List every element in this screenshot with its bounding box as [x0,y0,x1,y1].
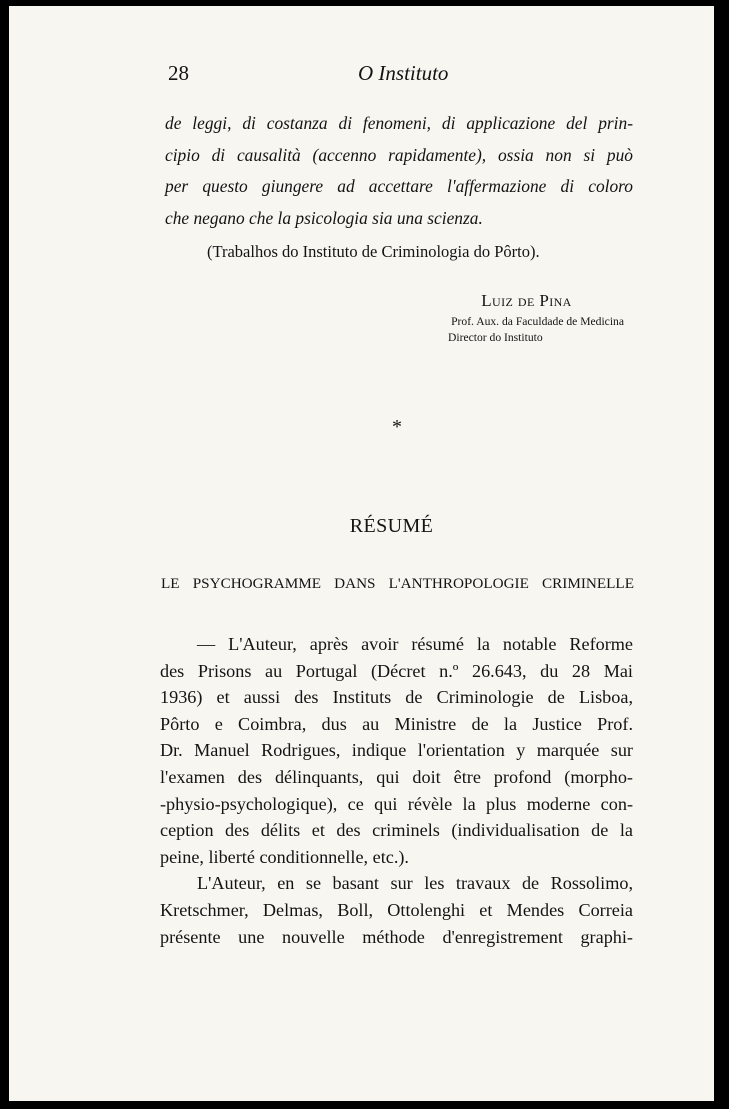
paragraph-line: Dr. Manuel Rodrigues, indique l'orientation y marquée sur [160,740,633,761]
page-number: 28 [168,61,189,85]
paragraph-line: l'examen des délinquants, qui doit être profond (morpho- [160,766,633,787]
paragraph-line: des Prisons au Portugal (Décret n.º 26.643, du 28 Mai [160,660,633,681]
resume-body [160,631,633,950]
author-role: Prof. Aux. da Faculdade de Medicina [451,315,624,328]
author-role-secondary: Director do Instituto [448,331,543,344]
paragraph-line: Pôrto e Coimbra, dus au Ministre de la Justice Prof. [160,713,633,734]
section-separator-asterisk: * [392,416,402,438]
paragraph-line: ception des délits et des criminels (individualisation de la [160,820,633,841]
paragraph-line: de leggi, di costanza di fenomeni, di applicazione del prin- [165,113,633,133]
paragraph-line: per questo giungere ad accettare l'affermazione di coloro [165,176,633,196]
paragraph-line: — L'Auteur, après avoir résumé la notable Reforme [197,634,633,654]
author-name: Luiz de Pina [481,291,572,310]
document-page [9,6,714,1101]
signature-block [399,291,624,346]
paragraph-line: che negano che la psicologia sia una scienza. [165,207,483,228]
resume-heading: RÉSUMÉ [349,515,434,537]
paragraph-line: Kretschmer, Delmas, Boll, Ottolenghi et Mendes Correia [160,899,633,920]
paragraph-line: cipio di causalità (accenno rapidamente), ossia non si può [165,144,633,165]
running-title: O Instituto [358,61,449,85]
paragraph-line: -physio-psychologique), ce qui révèle la plus moderne con- [160,793,633,814]
resume-subtitle: LE PSYCHOGRAMME DANS L'ANTHROPOLOGIE CRIMINELLE [161,575,634,592]
paragraph-line: présente une nouvelle méthode d'enregistrement graphi- [160,926,633,947]
page-header [9,61,714,87]
paragraph-line: 1936) et aussi des Instituts de Criminologie de Lisboa, [160,687,633,708]
italian-quote-paragraph [165,108,633,234]
paragraph-line: L'Auteur, en se basant sur les travaux de Rossolimo, [197,873,633,894]
paragraph-line: peine, liberté conditionnelle, etc.). [160,846,409,867]
source-note: (Trabalhos do Instituto de Criminologia do Pôrto). [207,242,540,261]
